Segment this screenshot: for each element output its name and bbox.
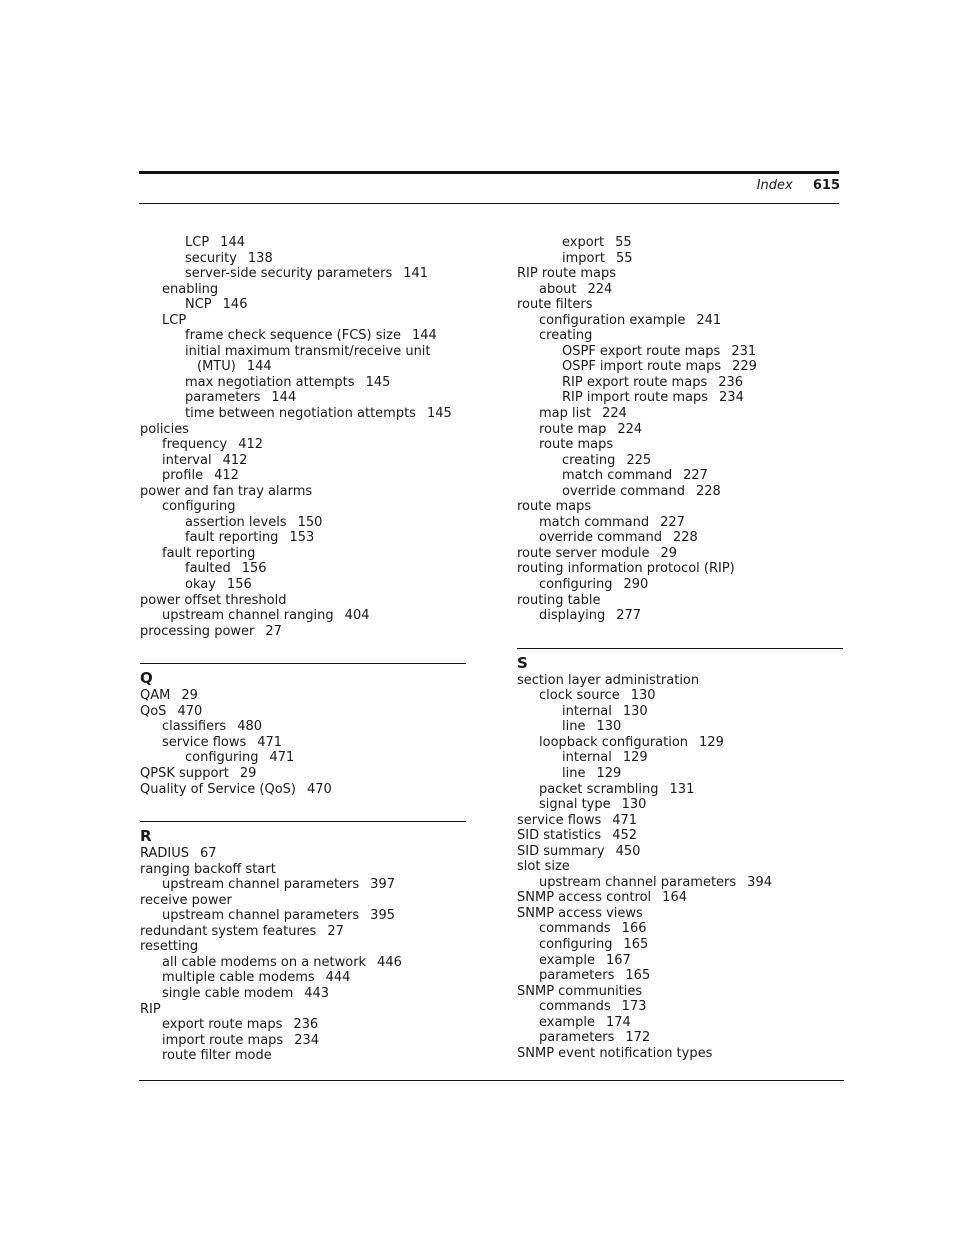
index-term: NCP [185, 297, 212, 313]
index-term: RIP import route maps [562, 390, 709, 406]
index-page-ref[interactable]: 156 [241, 561, 267, 577]
index-entry [517, 844, 843, 860]
index-page-ref[interactable]: 480 [237, 719, 263, 735]
index-page-ref[interactable]: 144 [411, 328, 437, 344]
index-page-ref[interactable]: 130 [630, 688, 656, 704]
index-page-ref[interactable]: 130 [622, 703, 648, 719]
index-entry [140, 266, 466, 282]
index-page-ref[interactable]: 471 [612, 812, 638, 828]
index-page-ref[interactable]: 144 [220, 235, 245, 250]
index-entry [140, 406, 466, 422]
index-entry [140, 484, 466, 500]
index-page-ref[interactable]: 443 [304, 985, 330, 1001]
running-head-title: Index [756, 178, 793, 193]
index-entry [517, 375, 843, 391]
section-spacer [140, 797, 466, 821]
index-term: configuring [539, 936, 613, 952]
index-page-ref[interactable]: 130 [621, 797, 647, 813]
index-entry [140, 893, 466, 909]
index-term: route filter mode [162, 1048, 272, 1064]
index-entry [517, 282, 843, 298]
index-page-ref[interactable]: 145 [426, 406, 452, 422]
index-page-ref[interactable]: 228 [673, 530, 698, 546]
index-page-ref[interactable]: 470 [307, 781, 332, 797]
index-entry [140, 1033, 466, 1049]
index-page-ref[interactable]: 277 [616, 608, 642, 624]
index-entry [517, 828, 843, 844]
index-page-ref[interactable]: 446 [377, 954, 402, 970]
index-term: SNMP access views [517, 905, 643, 921]
index-term: RIP [140, 1001, 161, 1017]
index-term: time between negotiation attempts [185, 406, 416, 422]
index-term: internal [562, 703, 612, 719]
index-term: faulted [185, 561, 231, 577]
index-entry [140, 328, 466, 344]
index-entry [517, 313, 843, 329]
index-page-ref[interactable]: 138 [247, 250, 273, 266]
index-page-ref[interactable]: 55 [615, 235, 632, 250]
index-term: configuring [185, 750, 259, 766]
index-term: SID summary [517, 843, 605, 859]
index-entry [140, 359, 466, 375]
index-term: route maps [539, 437, 614, 453]
index-entry [140, 939, 466, 955]
index-term: max negotiation attempts [185, 374, 355, 390]
index-entry [140, 453, 466, 469]
index-term: LCP [162, 312, 187, 328]
index-page-ref[interactable]: 29 [660, 545, 678, 561]
index-entry [140, 437, 466, 453]
index-term: configuring [162, 499, 236, 515]
index-term: RIP export route maps [562, 374, 708, 390]
index-term: LCP [185, 235, 210, 250]
page-number: 615 [812, 178, 840, 193]
index-term: profile [162, 468, 204, 484]
index-term: route maps [517, 499, 592, 515]
index-entry [517, 251, 843, 267]
index-entry [140, 608, 466, 624]
index-entry [140, 313, 466, 329]
index-page-ref[interactable]: 227 [660, 514, 685, 530]
index-entry [517, 984, 843, 1000]
index-entry [140, 577, 466, 593]
index-entry [517, 577, 843, 593]
index-term: resetting [140, 939, 199, 955]
index-page-ref[interactable]: 395 [370, 908, 395, 924]
index-page-ref[interactable]: 290 [623, 577, 649, 593]
index-term: receive power [140, 892, 232, 908]
index-page-ref[interactable]: 165 [623, 936, 649, 952]
index-term: all cable modems on a network [162, 954, 367, 970]
index-entry [140, 877, 466, 893]
index-term: single cable modem [162, 985, 294, 1001]
index-page-ref[interactable]: 444 [325, 970, 351, 986]
index-term: Quality of Service (QoS) [140, 781, 297, 797]
index-entry [517, 235, 843, 251]
index-entry [517, 561, 843, 577]
index-page-ref[interactable]: 471 [257, 734, 283, 750]
index-entry [517, 344, 843, 360]
index-term: power offset threshold [140, 592, 287, 608]
index-page-ref[interactable]: 145 [365, 374, 391, 390]
index-page-ref[interactable]: 234 [294, 1032, 320, 1048]
index-term: export [562, 235, 605, 250]
index-entry [517, 735, 843, 751]
index-page-ref[interactable]: 236 [718, 374, 744, 390]
index-term: signal type [539, 797, 611, 813]
index-page-ref[interactable]: 229 [732, 359, 757, 375]
index-entry [517, 422, 843, 438]
index-entry [517, 859, 843, 875]
index-page-ref[interactable]: 471 [269, 750, 295, 766]
section-spacer [140, 639, 466, 663]
index-term: enabling [162, 281, 219, 297]
index-entry [517, 813, 843, 829]
index-term: internal [562, 750, 612, 766]
index-term: QPSK support [140, 765, 229, 781]
index-term: clock source [539, 688, 620, 704]
index-term: import route maps [162, 1032, 284, 1048]
index-term: displaying [539, 608, 606, 624]
index-term: line [562, 719, 586, 735]
index-term: map list [539, 406, 592, 422]
index-term: redundant system features [140, 923, 317, 939]
index-column-right [517, 235, 843, 1061]
index-page-ref[interactable]: 241 [696, 312, 722, 328]
index-entry [517, 1046, 843, 1062]
index-term: upstream channel parameters [162, 877, 360, 893]
index-term: processing power [140, 623, 255, 639]
index-term: about [539, 281, 577, 297]
index-page-ref[interactable]: 166 [621, 921, 647, 937]
index-entry [140, 375, 466, 391]
index-entry [140, 688, 466, 704]
index-entry [140, 282, 466, 298]
index-entry [517, 673, 843, 689]
index-entry [517, 390, 843, 406]
index-entry [140, 593, 466, 609]
index-term: override command [539, 530, 662, 546]
section-letter-heading: Q [140, 663, 466, 688]
index-entry [517, 328, 843, 344]
index-entry [517, 766, 843, 782]
index-entry [517, 1015, 843, 1031]
index-page-ref[interactable]: 225 [626, 452, 652, 468]
index-term: creating [562, 452, 616, 468]
index-term: interval [162, 452, 212, 468]
index-entry [517, 359, 843, 375]
index-entry [140, 344, 466, 360]
index-term: commands [539, 921, 611, 937]
index-page-ref[interactable]: 67 [200, 846, 217, 862]
index-term: creating [539, 328, 593, 344]
index-entry [517, 1030, 843, 1046]
index-term: (MTU) [197, 359, 236, 375]
index-page-ref[interactable]: 164 [662, 890, 687, 906]
index-entry [140, 624, 466, 640]
index-term: match command [539, 514, 650, 530]
index-entry [140, 515, 466, 531]
index-entry [517, 484, 843, 500]
index-entry [140, 235, 466, 251]
index-term: power and fan tray alarms [140, 483, 313, 499]
index-term: service flows [517, 812, 602, 828]
index-page-ref[interactable]: 144 [246, 359, 272, 375]
index-page-ref[interactable]: 236 [293, 1017, 319, 1033]
index-term: SID statistics [517, 828, 602, 844]
index-page-ref[interactable]: 412 [214, 468, 239, 484]
section-spacer [517, 624, 843, 648]
index-term: parameters [539, 968, 615, 984]
index-term: assertion levels [185, 514, 287, 530]
index-page-ref[interactable]: 165 [625, 968, 651, 984]
index-page-ref[interactable]: 394 [747, 874, 772, 890]
index-entry [140, 1017, 466, 1033]
index-entry [517, 688, 843, 704]
index-entry [140, 297, 466, 313]
index-term: policies [140, 421, 189, 437]
index-term: ranging backoff start [140, 861, 276, 877]
index-entry [517, 499, 843, 515]
index-entry [140, 908, 466, 924]
index-term: section layer administration [517, 672, 700, 688]
index-entry [517, 593, 843, 609]
index-term: fault reporting [185, 530, 279, 546]
index-entry [517, 297, 843, 313]
index-term: routing table [517, 592, 601, 608]
index-entry [517, 530, 843, 546]
index-entry [517, 704, 843, 720]
index-page-ref[interactable]: 228 [696, 483, 721, 499]
index-term: route filters [517, 297, 593, 313]
index-entry [140, 546, 466, 562]
index-page-ref[interactable]: 29 [181, 688, 198, 704]
index-entry [140, 766, 466, 782]
index-term: routing information protocol (RIP) [517, 561, 735, 577]
index-term: route server module [517, 545, 650, 561]
index-term: export route maps [162, 1017, 283, 1033]
index-entry [140, 862, 466, 878]
index-term: example [539, 952, 595, 968]
section-letter-heading: S [517, 648, 843, 673]
index-page-ref[interactable]: 450 [615, 843, 641, 859]
index-page-ref[interactable]: 144 [271, 390, 297, 406]
index-entry [517, 906, 843, 922]
index-page-ref[interactable]: 29 [239, 765, 257, 781]
index-entry [517, 515, 843, 531]
index-entry [517, 546, 843, 562]
index-entry [140, 704, 466, 720]
index-entry [140, 390, 466, 406]
index-page-ref[interactable]: 174 [605, 1014, 631, 1030]
index-page-ref[interactable]: 470 [177, 703, 203, 719]
index-term: example [539, 1014, 595, 1030]
index-entry [517, 608, 843, 624]
index-page-ref[interactable]: 452 [612, 828, 638, 844]
index-term: server-side security parameters [185, 266, 393, 282]
index-page-ref[interactable]: 412 [222, 452, 248, 468]
index-page-ref[interactable]: 141 [403, 266, 429, 282]
index-term: QoS [140, 703, 167, 719]
index-term: OSPF import route maps [562, 359, 722, 375]
index-entry [140, 970, 466, 986]
footer-rule [139, 1080, 844, 1081]
index-entry [140, 955, 466, 971]
index-term: OSPF export route maps [562, 343, 721, 359]
index-page-ref[interactable]: 129 [622, 750, 648, 766]
index-term: SNMP event notification types [517, 1045, 713, 1061]
index-entry [140, 719, 466, 735]
index-entry [140, 1048, 466, 1064]
index-page-ref[interactable]: 224 [617, 421, 643, 437]
index-page-ref[interactable]: 224 [587, 281, 613, 297]
index-entry [517, 719, 843, 735]
index-entry [140, 530, 466, 546]
index-entry [140, 468, 466, 484]
index-page-ref[interactable]: 55 [615, 250, 633, 266]
index-entry [140, 735, 466, 751]
index-page-ref[interactable]: 231 [731, 343, 757, 359]
index-term: parameters [185, 390, 261, 406]
index-entry [140, 924, 466, 940]
index-term: frame check sequence (FCS) size [185, 328, 401, 344]
index-entry [517, 921, 843, 937]
index-entry [517, 750, 843, 766]
index-term: route map [539, 421, 607, 437]
index-entry [140, 1002, 466, 1018]
index-term: parameters [539, 1030, 615, 1046]
index-entry [517, 797, 843, 813]
index-page-ref[interactable]: 404 [344, 608, 370, 624]
index-term: packet scrambling [539, 781, 659, 797]
index-entry [140, 422, 466, 438]
index-page-ref[interactable]: 153 [289, 530, 315, 546]
index-page-ref[interactable]: 27 [327, 923, 344, 939]
index-entry [517, 437, 843, 453]
index-term: SNMP communities [517, 983, 643, 999]
index-entry [517, 266, 843, 282]
index-page-ref[interactable]: 27 [265, 623, 282, 639]
index-entry [517, 875, 843, 891]
index-page-ref[interactable]: 156 [226, 577, 252, 593]
index-entry [517, 999, 843, 1015]
index-entry [517, 953, 843, 969]
index-term: SNMP access control [517, 890, 652, 906]
index-entry [517, 890, 843, 906]
index-term: loopback configuration [539, 734, 689, 750]
index-entry [140, 846, 466, 862]
index-term: commands [539, 999, 611, 1015]
index-term: multiple cable modems [162, 970, 315, 986]
index-entry [140, 750, 466, 766]
index-column-left [140, 235, 466, 1064]
index-term: upstream channel ranging [162, 608, 334, 624]
index-term: import [562, 250, 605, 266]
index-entry [517, 468, 843, 484]
index-term: slot size [517, 859, 570, 875]
index-page-ref[interactable]: 167 [605, 952, 631, 968]
index-term: match command [562, 468, 673, 484]
index-term: upstream channel parameters [539, 874, 737, 890]
index-entry [140, 986, 466, 1002]
index-term: override command [562, 483, 685, 499]
index-term: RIP route maps [517, 266, 616, 282]
index-page-ref[interactable]: 234 [719, 390, 744, 406]
index-term: initial maximum transmit/receive unit [185, 343, 431, 359]
index-entry [140, 251, 466, 267]
index-term: okay [185, 577, 216, 593]
index-term: configuring [539, 577, 613, 593]
index-page-ref[interactable]: 129 [699, 734, 724, 750]
index-entry [140, 561, 466, 577]
index-page-ref[interactable]: 129 [596, 765, 622, 781]
index-page-ref[interactable]: 412 [238, 437, 264, 453]
index-term: RADIUS [140, 846, 190, 862]
index-page-ref[interactable]: 150 [297, 514, 323, 530]
index-term: upstream channel parameters [162, 908, 360, 924]
index-page-ref[interactable]: 172 [625, 1030, 651, 1046]
index-term: line [562, 765, 586, 781]
top-rule [139, 171, 839, 174]
index-term: frequency [162, 437, 228, 453]
index-term: service flows [162, 734, 247, 750]
index-term: classifiers [162, 719, 227, 735]
index-entry [517, 782, 843, 798]
index-term: configuration example [539, 312, 686, 328]
index-page-ref[interactable]: 227 [683, 468, 708, 484]
index-term: security [185, 250, 237, 266]
index-page-ref[interactable]: 397 [370, 877, 395, 893]
index-entry [140, 499, 466, 515]
index-entry [517, 937, 843, 953]
index-term: fault reporting [162, 545, 256, 561]
index-entry [517, 968, 843, 984]
header-rule [139, 203, 839, 204]
section-letter-heading: R [140, 821, 466, 846]
index-page-ref[interactable]: 224 [602, 406, 627, 422]
index-page-ref[interactable]: 130 [596, 719, 622, 735]
index-term: QAM [140, 688, 171, 704]
index-entry [517, 406, 843, 422]
running-head [757, 178, 840, 194]
index-page-ref[interactable]: 131 [669, 781, 695, 797]
index-page-ref[interactable]: 173 [621, 999, 647, 1015]
index-entry [140, 782, 466, 798]
index-page-ref[interactable]: 146 [222, 297, 248, 313]
index-entry [517, 453, 843, 469]
